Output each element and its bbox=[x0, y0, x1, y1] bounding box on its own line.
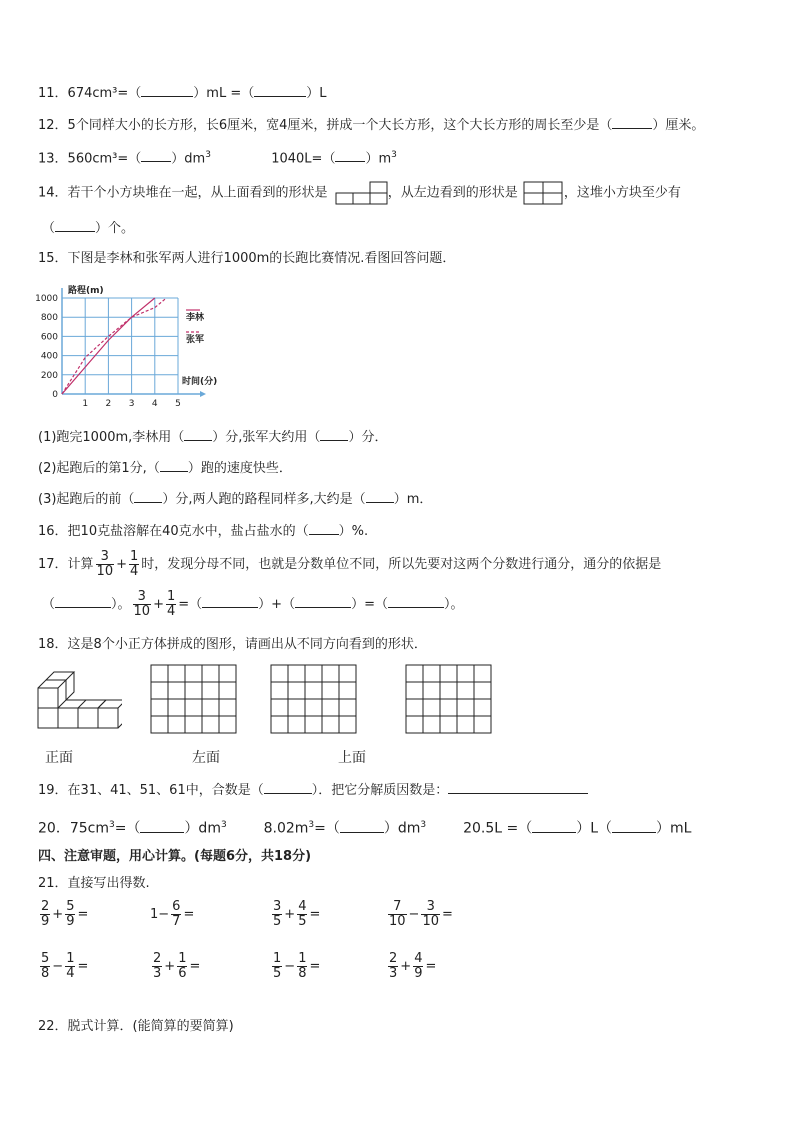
grid-cell[interactable] bbox=[288, 716, 305, 733]
grid-cell[interactable] bbox=[339, 665, 356, 682]
legend-label: 张军 bbox=[186, 335, 205, 345]
q21-text: 21．直接写出得数. bbox=[38, 876, 150, 891]
calc-item[interactable]: $\frac{5}{8}$ − $\frac{1}{4}$ = bbox=[41, 951, 89, 981]
grid-cell[interactable] bbox=[305, 665, 322, 682]
grid-cell[interactable] bbox=[219, 716, 236, 733]
grid-cell[interactable] bbox=[339, 699, 356, 716]
grid-cell[interactable] bbox=[423, 716, 440, 733]
grid-cell[interactable] bbox=[271, 716, 288, 733]
grid-cell[interactable] bbox=[322, 682, 339, 699]
grid-cell[interactable] bbox=[406, 665, 423, 682]
grid-cell[interactable] bbox=[202, 665, 219, 682]
fraction: $\frac{3}{10}$ bbox=[422, 899, 439, 929]
grid-cell[interactable] bbox=[406, 682, 423, 699]
answer-blank[interactable] bbox=[134, 489, 162, 503]
grid-cell[interactable] bbox=[474, 716, 491, 733]
answer-blank[interactable] bbox=[366, 489, 394, 503]
left-view-grid[interactable] bbox=[270, 664, 358, 734]
answer-blank[interactable] bbox=[160, 458, 188, 472]
answer-blank[interactable] bbox=[55, 594, 111, 608]
answer-blank[interactable] bbox=[202, 594, 258, 608]
grid-cell[interactable] bbox=[322, 699, 339, 716]
grid-cell[interactable] bbox=[322, 665, 339, 682]
fraction: $\frac{4}{5}$ bbox=[298, 899, 307, 929]
x-tick-label: 1 bbox=[82, 399, 89, 409]
x-axis-label: 时间(分) bbox=[182, 377, 218, 387]
q15-sub3: (3)起跑后的前（ ）分,两人跑的路程同样多,大约是（ ）m． bbox=[38, 489, 432, 509]
grid-cell[interactable] bbox=[474, 665, 491, 682]
answer-blank[interactable] bbox=[340, 819, 384, 833]
label-top: 上面 bbox=[338, 750, 366, 766]
grid-cell[interactable] bbox=[271, 665, 288, 682]
q14: 14．若干个小方块堆在一起，从上面看到的形状是 ，从左边看到的形状是 ，这堆小方块至少有 bbox=[38, 181, 681, 205]
calc-row-2 bbox=[38, 952, 558, 992]
grid-cell[interactable] bbox=[457, 665, 474, 682]
y-tick-label: 0 bbox=[52, 390, 58, 400]
grid-cell[interactable] bbox=[202, 682, 219, 699]
fraction: $\frac{2}{3}$ bbox=[153, 951, 162, 981]
x-tick-label: 5 bbox=[175, 399, 181, 409]
answer-blank[interactable] bbox=[184, 427, 212, 441]
fraction: $\frac{2}{9}$ bbox=[41, 899, 50, 929]
q12: 12．5个同样大小的长方形，长6厘米，宽4厘米，拼成一个大长方形，这个大长方形的周长至少是（ ）厘米。 bbox=[38, 115, 704, 135]
legend-label: 李林 bbox=[186, 313, 205, 323]
calc-item[interactable]: $\frac{2}{9}$ + $\frac{5}{9}$ = bbox=[41, 899, 89, 929]
grid-cell[interactable] bbox=[151, 665, 168, 682]
grid-cell[interactable] bbox=[440, 682, 457, 699]
grid-cell[interactable] bbox=[440, 716, 457, 733]
fraction: $\frac{1}{4}$ bbox=[130, 549, 139, 579]
x-axis-arrow-icon bbox=[200, 391, 206, 397]
answer-blank[interactable] bbox=[320, 427, 348, 441]
calc-item[interactable]: 1− $\frac{6}{7}$ = bbox=[150, 899, 195, 929]
grid-cell[interactable] bbox=[151, 716, 168, 733]
grid-cell[interactable] bbox=[219, 699, 236, 716]
answer-blank[interactable] bbox=[140, 819, 184, 833]
grid-cell[interactable] bbox=[168, 682, 185, 699]
q16: 16．把10克盐溶解在40克水中，盐占盐水的（ ）%. bbox=[38, 521, 368, 541]
grid-cell[interactable] bbox=[457, 682, 474, 699]
grid-cell[interactable] bbox=[168, 716, 185, 733]
answer-blank[interactable] bbox=[55, 218, 95, 232]
calc-item[interactable]: $\frac{7}{10}$ − $\frac{3}{10}$ = bbox=[389, 899, 453, 929]
fraction: $\frac{1}{8}$ bbox=[298, 951, 307, 981]
grid-cell[interactable] bbox=[271, 699, 288, 716]
label-left: 左面 bbox=[192, 750, 220, 766]
answer-blank[interactable] bbox=[254, 83, 306, 97]
grid-cell[interactable] bbox=[305, 699, 322, 716]
answer-blank[interactable] bbox=[448, 780, 588, 794]
fraction: $\frac{2}{3}$ bbox=[389, 951, 398, 981]
calc-item[interactable]: $\frac{1}{5}$ − $\frac{1}{8}$ = bbox=[273, 951, 321, 981]
grid-cell[interactable] bbox=[339, 716, 356, 733]
series-line-2 bbox=[62, 298, 166, 394]
grid-cell[interactable] bbox=[474, 699, 491, 716]
q11: 11．674cm³=（ ）mL =（ ）L bbox=[38, 83, 326, 103]
grid-cell[interactable] bbox=[151, 699, 168, 716]
left-view-shape-icon bbox=[522, 181, 564, 205]
grid-cell[interactable] bbox=[185, 682, 202, 699]
fraction: $\frac{1}{6}$ bbox=[178, 951, 187, 981]
top-view-grid[interactable] bbox=[405, 664, 493, 734]
fraction: $\frac{1}{4}$ bbox=[66, 951, 75, 981]
q17-line1: 17．计算 $\frac{3}{10}$ + $\frac{1}{4}$ 时，发现分母不同，也就是分数单位不同，所以先要对这两个分数进行通分，通分的依据是 bbox=[38, 549, 662, 579]
race-line-chart bbox=[30, 282, 230, 414]
grid-cell[interactable] bbox=[406, 716, 423, 733]
fraction: $\frac{7}{10}$ bbox=[389, 899, 406, 929]
fraction: $\frac{3}{10}$ bbox=[96, 549, 114, 579]
q15-text: 15．下图是李林和张军两人进行1000m的长跑比赛情况.看图回答问题． bbox=[38, 251, 456, 266]
x-tick-label: 4 bbox=[151, 399, 158, 409]
q15-sub2: (2)起跑后的第1分,（ ）跑的速度快些． bbox=[38, 458, 292, 478]
y-tick-label: 200 bbox=[40, 370, 58, 381]
x-tick-label: 3 bbox=[128, 399, 135, 409]
y-tick-label: 400 bbox=[40, 351, 58, 362]
grid-cell[interactable] bbox=[288, 699, 305, 716]
grid-cell[interactable] bbox=[271, 682, 288, 699]
grid-cell[interactable] bbox=[423, 682, 440, 699]
y-tick-label: 800 bbox=[40, 313, 58, 324]
q19: 19．在31、41、51、61中，合数是（ ）．把它分解质因数是： bbox=[38, 780, 588, 800]
label-front: 正面 bbox=[45, 750, 73, 766]
grid-cell[interactable] bbox=[406, 699, 423, 716]
grid-cell[interactable] bbox=[423, 699, 440, 716]
grid-cell[interactable] bbox=[322, 716, 339, 733]
answer-blank[interactable] bbox=[335, 148, 365, 162]
fraction: $\frac{4}{9}$ bbox=[414, 951, 423, 981]
x-tick-label: 2 bbox=[105, 399, 112, 409]
grid-cell[interactable] bbox=[168, 699, 185, 716]
fraction: $\frac{1}{5}$ bbox=[273, 951, 282, 981]
grid-cell[interactable] bbox=[423, 665, 440, 682]
grid-cell[interactable] bbox=[457, 699, 474, 716]
answer-blank[interactable] bbox=[141, 148, 171, 162]
grid-cell[interactable] bbox=[185, 699, 202, 716]
grid-cell[interactable] bbox=[305, 716, 322, 733]
grid-cell[interactable] bbox=[474, 682, 491, 699]
grid-cell[interactable] bbox=[440, 699, 457, 716]
answer-blank[interactable] bbox=[388, 594, 444, 608]
q13: 13．560cm³=（ ）$dm^3$ 1040L=（ ）$m^3$ bbox=[38, 150, 397, 167]
answer-blank[interactable] bbox=[309, 521, 339, 535]
answer-blank[interactable] bbox=[141, 83, 193, 97]
grid-cell[interactable] bbox=[168, 665, 185, 682]
grid-cell[interactable] bbox=[440, 665, 457, 682]
q18-text: 18．这是8个小正方体拼成的图形，请画出从不同方向看到的形状． bbox=[38, 637, 427, 652]
fraction: $\frac{1}{4}$ bbox=[166, 589, 176, 619]
answer-blank[interactable] bbox=[612, 819, 656, 833]
calc-item[interactable]: $\frac{2}{3}$ + $\frac{1}{6}$ = bbox=[153, 951, 201, 981]
q20: 20．$75cm^3=$（ ）$dm^3$ $8.02m^3=$（ ）$dm^3$ 20.5L =（ ）L（ ）mL bbox=[38, 820, 692, 837]
fraction: $\frac{5}{9}$ bbox=[66, 899, 75, 929]
fraction: $\frac{6}{7}$ bbox=[172, 899, 181, 929]
grid-cell[interactable] bbox=[288, 665, 305, 682]
grid-cell[interactable] bbox=[151, 682, 168, 699]
y-axis-label: 路程(m) bbox=[68, 286, 104, 296]
fraction: $\frac{3}{5}$ bbox=[273, 899, 282, 929]
grid-cell[interactable] bbox=[185, 716, 202, 733]
calc-item[interactable]: $\frac{2}{3}$ + $\frac{4}{9}$ = bbox=[389, 951, 437, 981]
q14-line2: （ ）个。 bbox=[42, 218, 134, 238]
grid-cell[interactable] bbox=[202, 699, 219, 716]
y-tick-label: 1000 bbox=[35, 294, 58, 304]
grid-cell[interactable] bbox=[185, 665, 202, 682]
front-view-grid[interactable] bbox=[150, 664, 238, 734]
cube-figure-icon bbox=[36, 670, 122, 732]
section-title: 四、注意审题，用心计算。(每题6分，共18分) bbox=[38, 849, 312, 864]
answer-blank[interactable] bbox=[532, 819, 576, 833]
grid-cell[interactable] bbox=[457, 716, 474, 733]
q22-text: 22．脱式计算．(能简算的要简算) bbox=[38, 1019, 234, 1034]
q15-sub1: (1)跑完1000m,李林用（ ）分,张军大约用（ ）分． bbox=[38, 427, 387, 447]
fraction: $\frac{5}{8}$ bbox=[41, 951, 50, 981]
grid-cell[interactable] bbox=[288, 682, 305, 699]
top-view-shape-icon bbox=[332, 181, 388, 205]
grid-cell[interactable] bbox=[219, 665, 236, 682]
q17-line2: （ ）。 $\frac{3}{10}$ + $\frac{1}{4}$ =（ ）+（ ）=（ ）。 bbox=[42, 589, 464, 619]
grid-cell[interactable] bbox=[305, 682, 322, 699]
calc-row-1 bbox=[38, 900, 558, 940]
answer-blank[interactable] bbox=[612, 115, 652, 129]
grid-cell[interactable] bbox=[219, 682, 236, 699]
calc-item[interactable]: $\frac{3}{5}$ + $\frac{4}{5}$ = bbox=[273, 899, 321, 929]
answer-blank[interactable] bbox=[264, 780, 312, 794]
grid-cell[interactable] bbox=[339, 682, 356, 699]
fraction: $\frac{3}{10}$ bbox=[133, 589, 151, 619]
y-tick-label: 600 bbox=[40, 332, 58, 343]
grid-cell[interactable] bbox=[202, 716, 219, 733]
answer-blank[interactable] bbox=[295, 594, 351, 608]
